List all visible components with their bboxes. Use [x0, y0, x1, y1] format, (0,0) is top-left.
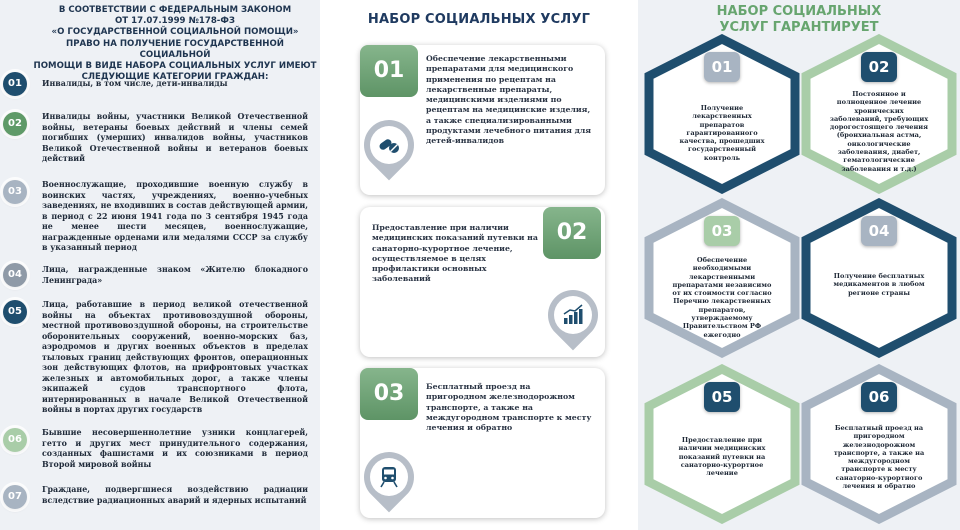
guarantee-number: 04: [861, 216, 897, 246]
category-number-badge: 01: [3, 72, 27, 96]
category-number-badge: 02: [3, 112, 27, 136]
service-number: 01: [360, 45, 418, 97]
guarantee-text: Обеспечение необходимыми лекарственными препаратами независимо от их стоимости согласно Перечню лекарственных препаратов, утверждаемому Правительством РФ ежегодно: [672, 256, 772, 339]
guarantee-hexagon: [800, 34, 958, 194]
guarantees-panel: [638, 0, 960, 530]
guarantee-hexagon: [800, 198, 958, 358]
service-number: 02: [543, 207, 601, 259]
service-number: 03: [360, 368, 418, 420]
guarantee-number: 02: [861, 52, 897, 82]
category-number-badge: 04: [3, 263, 27, 287]
guarantee-text: Получение бесплатных медикаментов в любом регионе страны: [833, 272, 925, 297]
guarantee-number: 03: [704, 216, 740, 246]
category-number-badge: 06: [3, 428, 27, 452]
service-text: Предоставление при наличии медицинских показаний путевки на санаторно-курортное лечение, осуществляемое в целях профилактики основных заболеваний: [372, 223, 538, 284]
category-text: Инвалиды войны, участники Великой Отечественной войны, ветераны боевых действий и члены семей погибших (умерших) инвалидов войны, участников Великой Отечественной войны и ветеранов боевых действий: [42, 112, 308, 163]
guarantee-hexagon: [643, 34, 801, 194]
guarantee-hexagon: [643, 364, 801, 524]
guarantees-title: НАБОР СОЦИАЛЬНЫХ УСЛУГ ГАРАНТИРУЕТ: [716, 4, 882, 35]
guarantee-hexagon: [643, 198, 801, 358]
guarantee-number: 05: [704, 382, 740, 412]
category-number-badge: 05: [3, 300, 27, 324]
guarantee-text: Постоянное и полноценное лечение хронических заболеваний, требующих дорогостоящего лечения (бронхиальная астма, онкологические заболевания, диабет, гематологические заболевания и т.д.): [829, 90, 929, 173]
service-text: Обеспечение лекарственными препаратами для медицинского применения по рецептам на лекарственные препараты, медицинскими изделиями по рецептам на медицинские изделия, а также специализированными продуктами лечебного питания для детей-инвалидов: [426, 54, 592, 146]
category-text: Военнослужащие, проходившие военную службу в воинских частях, учреждениях, военно-учебных заведениях, не входивших в состав действующей армии, в период с 22 июня 1941 года по 3 сентября 1945 года не менее шести месяцев, военнослужащие, награжденные орденами или медалями СССР за службу в указанный период: [42, 180, 308, 252]
service-text: Бесплатный проезд на пригородном железнодорожном транспорте, а также на междугородном транспорте к месту лечения и обратно: [426, 382, 592, 433]
category-text: Лица, награжденные знаком «Жителю блокадного Ленинграда»: [42, 265, 308, 285]
category-text: Граждане, подвергшиеся воздействию радиации вследствие радиационных аварий и ядерных испытаний: [42, 485, 308, 505]
category-text: Лица, работавшие в период великой отечественной войны на объектах противовоздушной обороны, местной противовоздушной обороны, на строительстве оборонительных сооружений, военно-морских баз, аэродромов и других военных объектов в пределах тыловых границ действующих фронтов, операционных зон действующих флотов, на прифронтовых участках железных и автомобильных дорог, а также члены экипажей судов транспортного флота, интернированных в начале Великой Отечественной войны в портах других государств: [42, 300, 308, 414]
eligible-categories-panel: [0, 0, 320, 530]
services-title: НАБОР СОЦИАЛЬНЫХ УСЛУГ: [367, 12, 591, 27]
category-number-badge: 03: [3, 180, 27, 204]
services-panel: [320, 0, 638, 530]
category-text: Инвалиды, в том числе, дети-инвалиды: [42, 79, 228, 88]
guarantee-hexagon: [800, 364, 958, 524]
growth-chart-icon: [554, 296, 592, 334]
guarantee-text: Бесплатный проезд на пригородном железнодорожном транспорте, а также на междугородном транспорте к месту санаторно-курортного лечения и обратно: [833, 424, 925, 491]
guarantee-text: Получение лекарственных препаратов гарантированного качества, прошедших государственный контроль: [679, 104, 765, 162]
pills-icon: [370, 126, 408, 164]
category-number-badge: 07: [3, 485, 27, 509]
law-header: В СООТВЕТСТВИИ С ФЕДЕРАЛЬНЫМ ЗАКОНОМ ОТ 17.07.1999 №178-ФЗ «О ГОСУДАРСТВЕННОЙ СОЦИАЛЬНОЙ ПОМОЩИ» ПРАВО НА ПОЛУЧЕНИЕ ГОСУДАРСТВЕННОЙ СОЦИАЛЬНОЙ ПОМОЩИ В ВИДЕ НАБОРА СОЦИАЛЬНЫХ УСЛУГ ИМЕЮТ СЛЕДУЮЩИЕ КАТЕГОРИИ ГРАЖДАН:: [33, 5, 317, 83]
train-icon: [370, 458, 408, 496]
guarantee-number: 06: [861, 382, 897, 412]
category-text: Бывшие несовершеннолетние узники концлагерей, гетто и других мест принудительного содержания, созданных фашистами и их союзниками в период Второй мировой войны: [42, 428, 308, 469]
guarantee-number: 01: [704, 52, 740, 82]
guarantee-text: Предоставление при наличии медицинских показаний путевки на санаторно-курортное лечение: [678, 436, 766, 478]
